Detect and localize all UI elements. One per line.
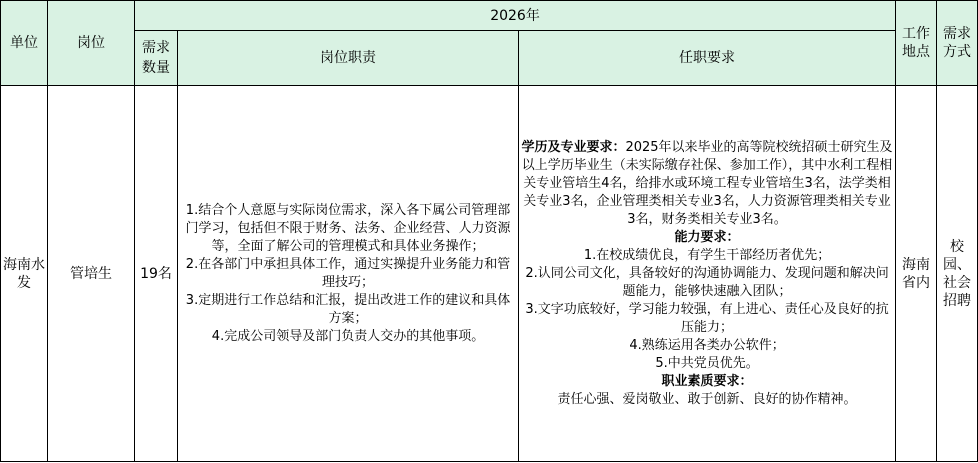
ability-item: 2.认同公司文化，具备较好的沟通协调能力、发现问题和解决问题能力，能够快速融入团队； xyxy=(525,265,889,299)
education-title: 学历及专业要求： xyxy=(521,139,626,155)
duty-item: 2.在各部门中承担具体工作，通过实操提升业务能力和管理技巧； xyxy=(185,256,511,290)
header-requirements: 任职要求 xyxy=(519,31,896,86)
header-location: 工作地点 xyxy=(896,1,937,86)
header-method: 需求方式 xyxy=(937,1,978,86)
header-year: 2026年 xyxy=(135,1,896,31)
cell-duties xyxy=(178,86,519,462)
ability-title: 能力要求： xyxy=(674,229,740,245)
cell-count: 19名 xyxy=(135,86,178,462)
cell-location: 海南省内 xyxy=(896,86,937,462)
cell-unit: 海南水发 xyxy=(1,86,48,462)
table-row xyxy=(1,86,978,462)
ability-item: 4.熟练运用各类办公软件； xyxy=(629,337,785,353)
header-row-year xyxy=(1,1,978,31)
header-duties: 岗位职责 xyxy=(178,31,519,86)
education-requirement xyxy=(521,139,893,229)
ability-item: 5.中共党员优先。 xyxy=(655,355,759,371)
header-row-sub xyxy=(1,31,978,86)
header-demand-count: 需求数量 xyxy=(135,31,178,86)
education-text: 2025年以来毕业的高等院校统招硕士研究生及以上学历毕业生（未实际缴存社保、参加工作），其中水利工程相关专业管培生4名，给排水或环境工程专业管培生3名，法学类相关专业3名，企业管理类相关专业3名，人力资源管理类相关专业3名，财务类相关专业3名。 xyxy=(521,139,893,227)
ability-item: 3.文字功底较好，学习能力较强，有上进心、责任心及良好的抗压能力； xyxy=(525,301,889,335)
quality-text: 责任心强、爱岗敬业、敢于创新、良好的协作精神。 xyxy=(557,391,857,407)
cell-method: 校园、社会招聘 xyxy=(937,86,978,462)
cell-requirements xyxy=(519,86,896,462)
header-unit: 单位 xyxy=(1,1,48,86)
ability-item: 1.在校成绩优良，有学生干部经历者优先； xyxy=(583,247,831,263)
cell-position: 管培生 xyxy=(48,86,135,462)
duty-item: 1.结合个人意愿与实际岗位需求，深入各下属公司管理部门学习，包括但不限于财务、法务、企业经营、人力资源等，全面了解公司的管理模式和具体业务操作； xyxy=(185,202,511,254)
duty-item: 3.定期进行工作总结和汇报，提出改进工作的建议和具体方案； xyxy=(185,292,511,326)
duty-item: 4.完成公司领导及部门负责人交办的其他事项。 xyxy=(211,328,485,344)
header-position: 岗位 xyxy=(48,1,135,86)
quality-title: 职业素质要求： xyxy=(661,373,753,389)
